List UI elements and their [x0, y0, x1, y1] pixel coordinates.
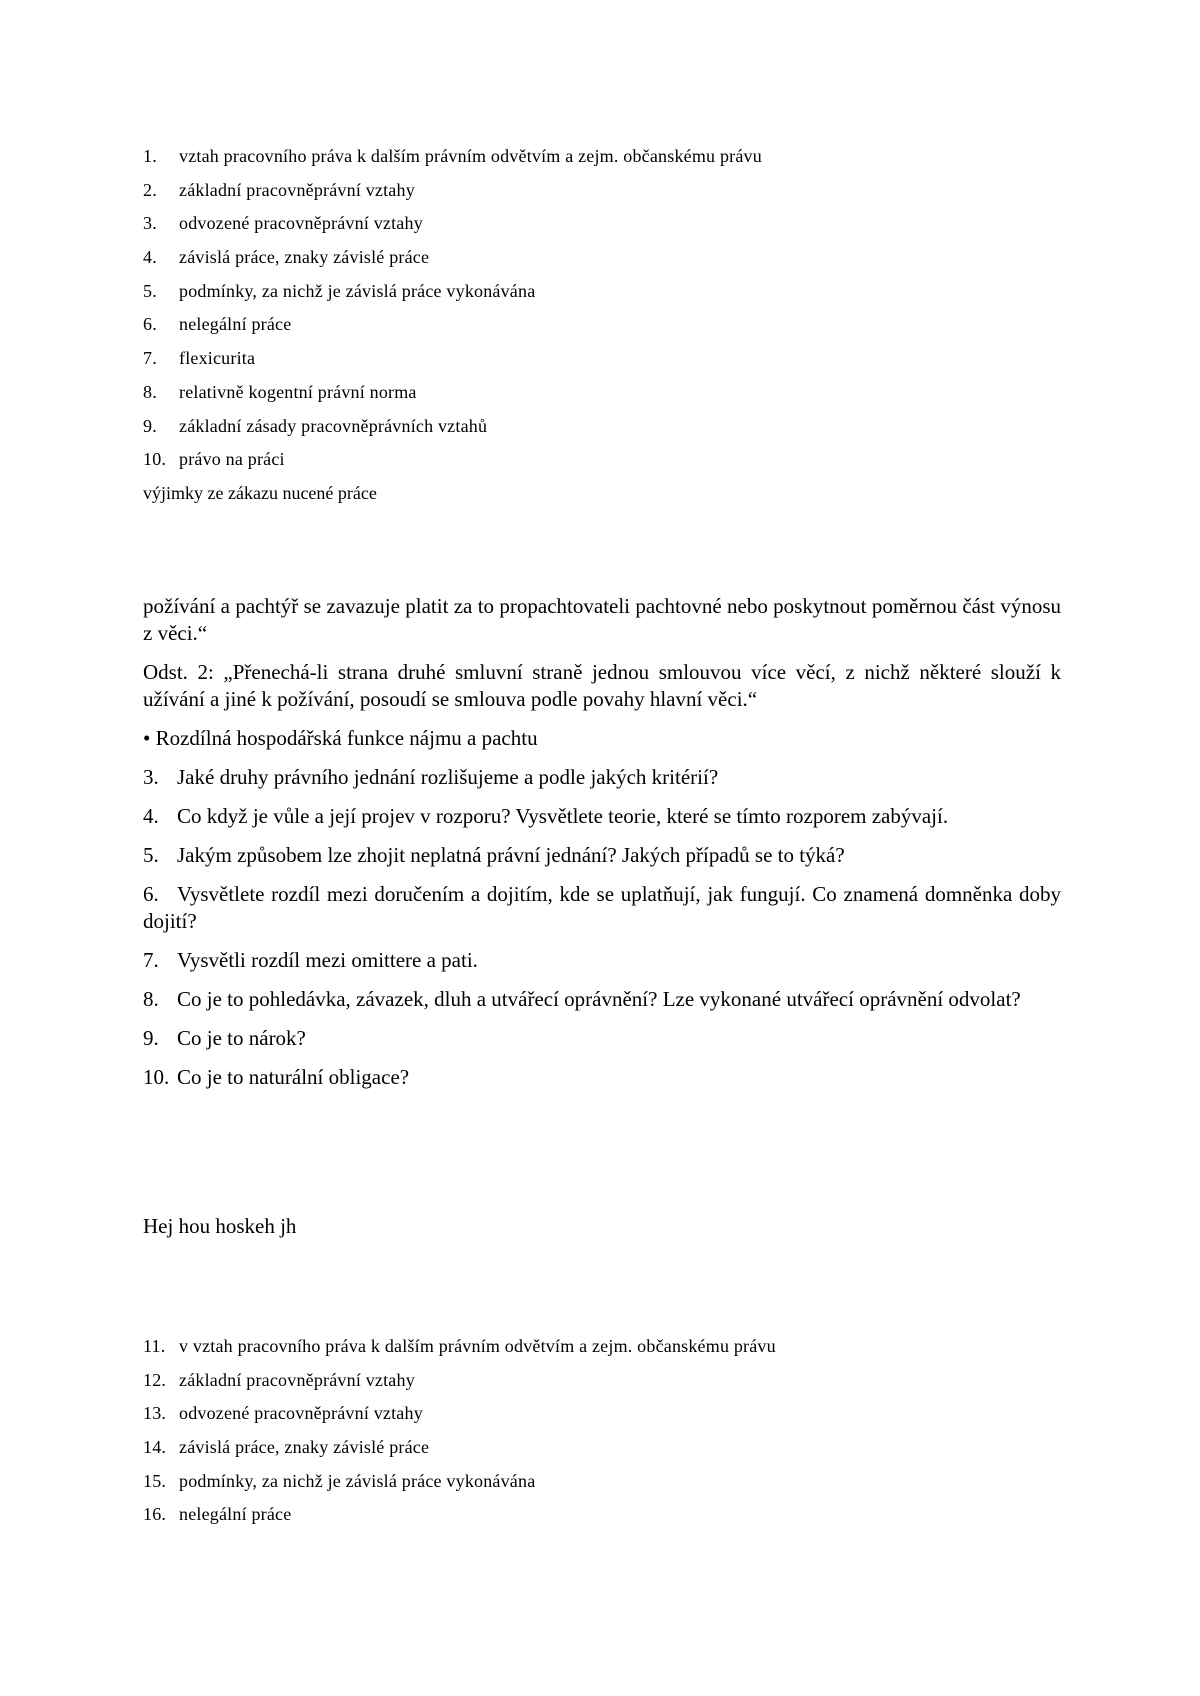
list-item: [143, 140, 1063, 174]
list-item-text: právo na práci: [179, 449, 285, 470]
list-item-number: 2.: [143, 179, 157, 200]
list-item-text: závislá práce, znaky závislé práce: [179, 247, 430, 268]
list-item-text: relativně kogentní právní norma: [179, 381, 417, 402]
list-item-text: podmínky, za nichž je závislá práce vykonávána: [179, 280, 536, 301]
question-number: 8.: [143, 987, 159, 1011]
list-item-text: nelegální práce: [179, 314, 292, 335]
question-text: Co když je vůle a její projev v rozporu? Vysvětlete teorie, které se tímto rozporem zabývají.: [177, 804, 949, 828]
question-number: 4.: [143, 804, 159, 828]
question-item: [143, 1064, 1061, 1091]
list-item: [143, 1465, 1063, 1499]
list-item: [143, 443, 1063, 477]
paragraph-odst-2: Odst. 2: „Přenechá-li strana druhé smluvní straně jednou smlouvou více věcí, z nichž některé slouží k užívání a jiné k požívání, posoudí se smlouva podle povahy hlavní věci.“: [143, 660, 1061, 711]
question-item: [143, 986, 1061, 1013]
question-text: Vysvětli rozdíl mezi omittere a pati.: [177, 948, 478, 972]
list-item: [143, 241, 1063, 275]
bullet-line: • Rozdílná hospodářská funkce nájmu a pachtu: [143, 726, 538, 750]
question-number: 10.: [143, 1065, 170, 1089]
list-item-text: vztah pracovního práva k dalším právním odvětvím a zejm. občanskému právu: [179, 146, 762, 166]
list-item: [143, 1431, 1063, 1465]
list-item-number: 11.: [143, 1336, 166, 1356]
question-number: 3.: [143, 765, 159, 789]
topic-list-bottom: [143, 1330, 1063, 1532]
list-item-text: základní pracovněprávní vztahy: [179, 1369, 415, 1390]
list-item-number: 10.: [143, 449, 167, 470]
list-item: [143, 207, 1063, 241]
list-item: [143, 275, 1063, 309]
list-item: [143, 342, 1063, 376]
list-item: [143, 376, 1063, 410]
list-item: [143, 1364, 1063, 1398]
list-item-text: základní zásady pracovněprávních vztahů: [179, 415, 488, 436]
list-item-number: 9.: [143, 415, 157, 436]
list-item-number: 16.: [143, 1504, 167, 1525]
list-item-text: odvozené pracovněprávní vztahy: [179, 1403, 423, 1424]
list-item-text: flexicurita: [179, 348, 256, 369]
question-item: [143, 842, 1061, 869]
question-text: Jakým způsobem lze zhojit neplatná právní jednání? Jakých případů se to týká?: [177, 843, 845, 867]
question-item: [143, 947, 1061, 974]
list-item-text: závislá práce, znaky závislé práce: [179, 1437, 430, 1458]
list-item-number: 4.: [143, 247, 157, 268]
question-item: [143, 803, 1061, 830]
list-item-text: základní pracovněprávní vztahy: [179, 179, 415, 200]
question-text: Vysvětlete rozdíl mezi doručením a dojitím, kde se uplatňují, jak fungují. Co znamená domněnka doby dojití?: [143, 882, 1061, 933]
question-number: 6.: [143, 882, 159, 906]
list-item-number: 1.: [143, 146, 157, 166]
question-number: 7.: [143, 948, 159, 972]
tail-line: výjimky ze zákazu nucené práce: [143, 483, 377, 503]
list-item: [143, 1397, 1063, 1431]
question-item: [143, 1025, 1061, 1052]
list-item-text: odvozené pracovněprávní vztahy: [179, 213, 423, 234]
list-item-number: 15.: [143, 1470, 167, 1491]
list-item-text: nelegální práce: [179, 1504, 292, 1525]
note-line: Hej hou hoskeh jh: [143, 1214, 297, 1238]
question-number: 9.: [143, 1026, 159, 1050]
question-item: [143, 881, 1061, 935]
list-item: [143, 1498, 1063, 1532]
list-item-number: 8.: [143, 381, 157, 402]
paragraph-lease: požívání a pachtýř se zavazuje platit za to propachtovateli pachtovné nebo poskytnout poměrnou část výnosu z věci.“: [143, 594, 1061, 645]
list-item-number: 3.: [143, 213, 157, 234]
list-item-number: 6.: [143, 314, 157, 335]
list-item-number: 12.: [143, 1369, 167, 1390]
list-item-text: v vztah pracovního práva k dalším právním odvětvím a zejm. občanskému právu: [179, 1336, 776, 1356]
question-text: Co je to nárok?: [177, 1026, 306, 1050]
list-item-number: 7.: [143, 348, 157, 369]
list-item: [143, 174, 1063, 208]
question-text: Co je to naturální obligace?: [177, 1065, 410, 1089]
list-item-number: 13.: [143, 1403, 167, 1424]
question-item: [143, 764, 1061, 791]
question-text: Co je to pohledávka, závazek, dluh a utvářecí oprávnění? Lze vykonané utvářecí oprávnění odvolat?: [177, 987, 1021, 1011]
list-item-number: 5.: [143, 280, 157, 301]
list-item-number: 14.: [143, 1437, 167, 1458]
list-item: [143, 410, 1063, 444]
main-text-block: [143, 593, 1061, 1103]
question-text: Jaké druhy právního jednání rozlišujeme a podle jakých kritérií?: [177, 765, 719, 789]
question-number: 5.: [143, 843, 159, 867]
list-item: [143, 1330, 1063, 1364]
list-item-text: podmínky, za nichž je závislá práce vykonávána: [179, 1470, 536, 1491]
list-item: [143, 308, 1063, 342]
topic-list-top: [143, 140, 1063, 477]
